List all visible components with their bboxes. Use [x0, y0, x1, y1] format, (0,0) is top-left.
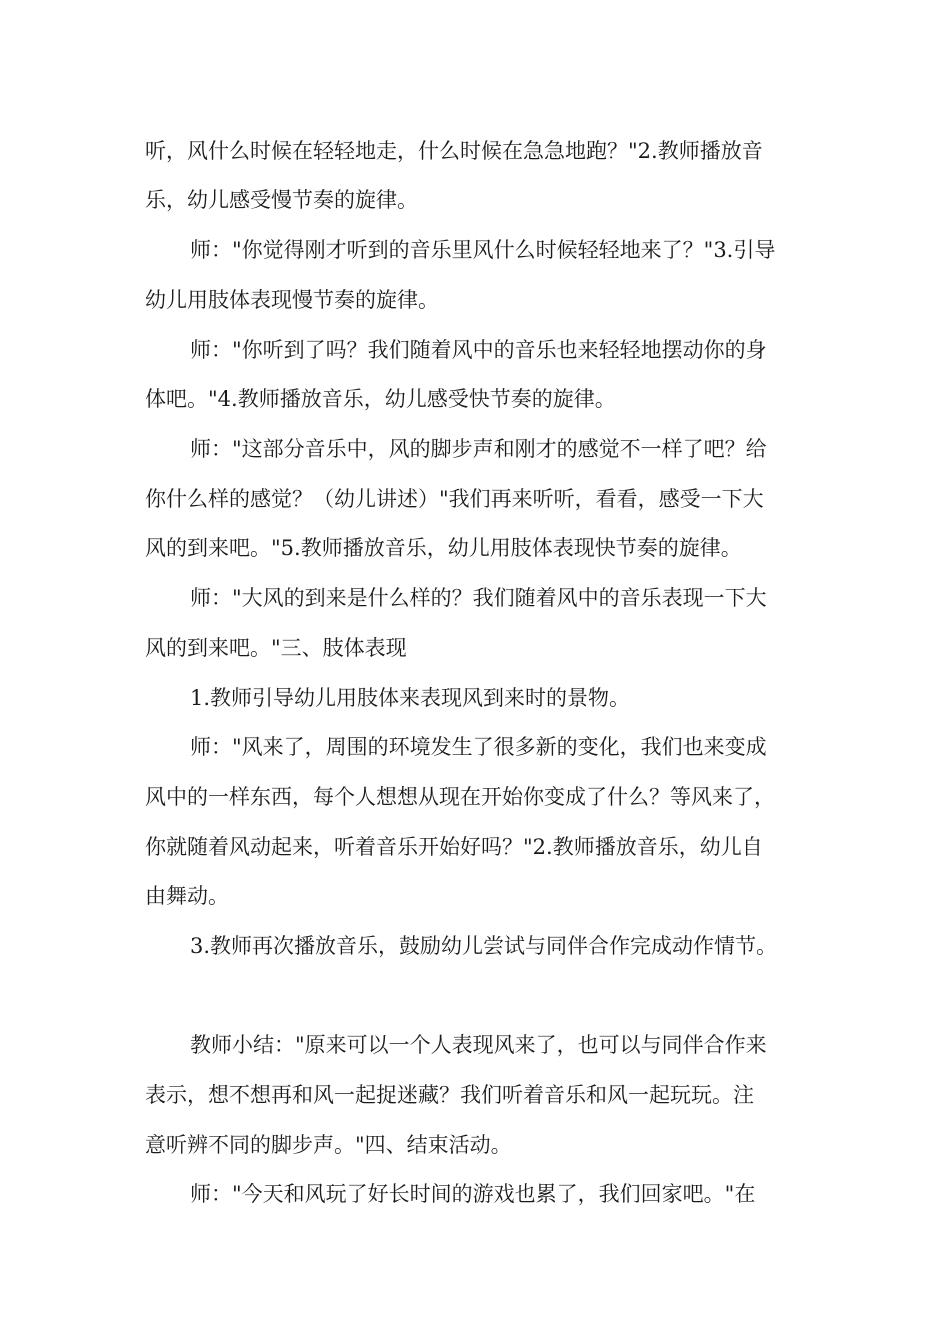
text-line: 由舞动。 [145, 884, 229, 908]
text-line: 风中的一样东西，每个人想想从现在开始你变成了什么？等风来了， [145, 785, 775, 809]
text-line: 风的到来吧。"三、肢体表现 [145, 636, 407, 660]
text-line: 教师小结："原来可以一个人表现风来了，也可以与同伴合作来 [190, 1033, 767, 1057]
text-line: 师："今天和风玩了好长时间的游戏也累了，我们回家吧。"在 [190, 1182, 756, 1206]
text-line: 乐，幼儿感受慢节奏的旋律。 [145, 188, 418, 212]
text-line: 表示，想不想再和风一起捉迷藏？我们听着音乐和风一起玩玩。注 [145, 1083, 754, 1107]
text-line: 师："这部分音乐中，风的脚步声和刚才的感觉不一样了吧？给 [190, 437, 767, 461]
text-line: 师："大风的到来是什么样的？我们随着风中的音乐表现一下大 [190, 586, 767, 610]
text-line: 体吧。"4.教师播放音乐，幼儿感受快节奏的旋律。 [145, 387, 616, 411]
text-line: 师："你听到了吗？我们随着风中的音乐也来轻轻地摆动你的身 [190, 338, 767, 362]
text-line: 你什么样的感觉？（幼儿讲述）"我们再来听听，看看，感受一下大 [145, 487, 764, 511]
text-line: 1.教师引导幼儿用肢体来表现风到来时的景物。 [190, 686, 631, 710]
text-line: 意听辨不同的脚步声。"四、结束活动。 [145, 1133, 512, 1157]
text-line: 幼儿用肢体表现慢节奏的旋律。 [145, 288, 439, 312]
text-line: 师："你觉得刚才听到的音乐里风什么时候轻轻地来了？"3.引导 [190, 238, 776, 262]
text-line: 风的到来吧。"5.教师播放音乐，幼儿用肢体表现快节奏的旋律。 [145, 536, 742, 560]
text-line: 3.教师再次播放音乐，鼓励幼儿尝试与同伴合作完成动作情节。 [190, 934, 778, 958]
text-line: 你就随着风动起来，听着音乐开始好吗？"2.教师播放音乐，幼儿自 [145, 835, 763, 859]
text-line: 师："风来了，周围的环境发生了很多新的变化，我们也来变成 [190, 735, 767, 759]
text-line: 听，风什么时候在轻轻地走，什么时候在急急地跑？"2.教师播放音 [145, 139, 763, 163]
